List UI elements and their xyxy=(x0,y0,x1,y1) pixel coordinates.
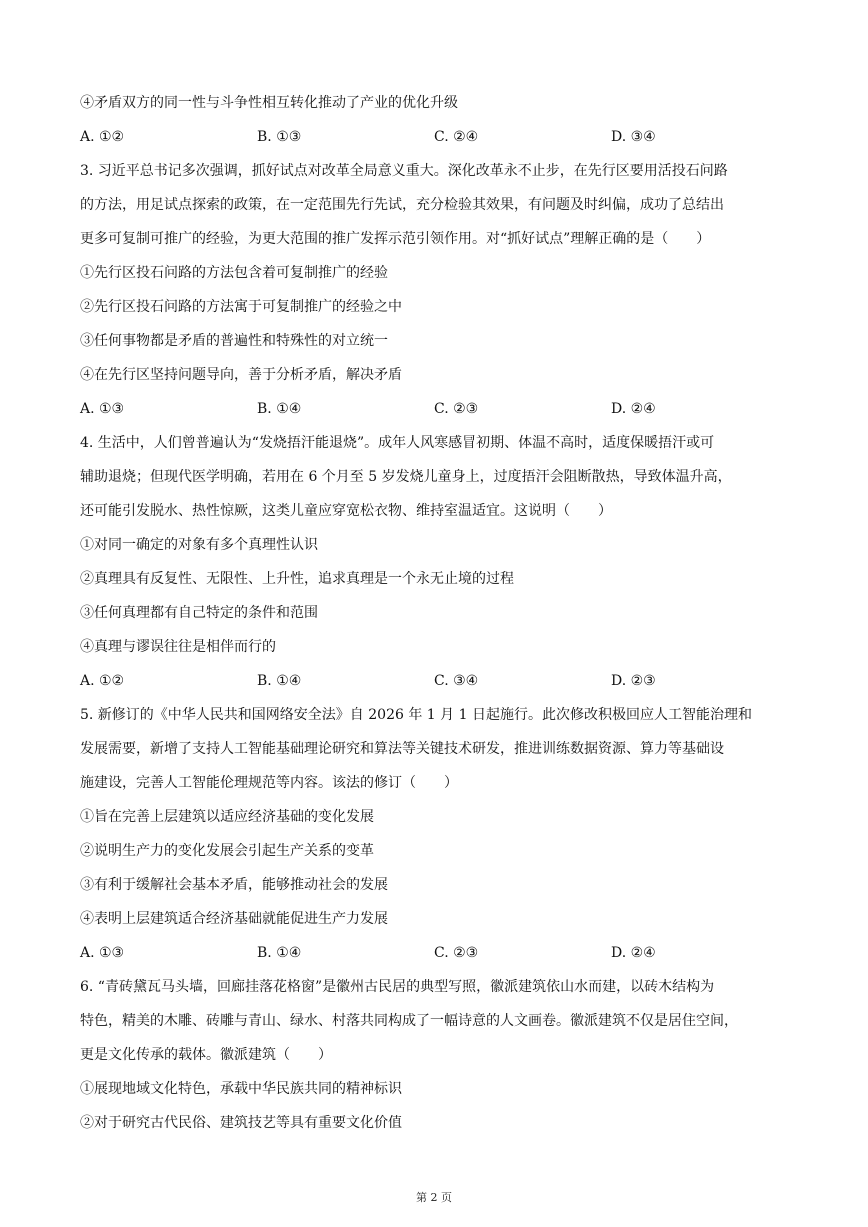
q6-stem-line: 更是文化传承的载体。徽派建筑（ ） xyxy=(80,1047,332,1063)
q3-stem-line: 更多可复制可推广的经验，为更大范围的推广发挥示范引领作用。对“抓好试点”理解正确的是（ ） xyxy=(80,231,711,247)
q4-option-4: ④真理与谬误往往是相伴而行的 xyxy=(80,639,276,655)
q3-choices xyxy=(80,398,790,420)
q2-choices xyxy=(80,126,790,148)
choice-b: B. ①④ xyxy=(257,945,302,961)
choice-b: B. ①③ xyxy=(257,129,302,145)
q4-choices xyxy=(80,670,790,692)
q3-option-4: ④在先行区坚持问题导向，善于分析矛盾，解决矛盾 xyxy=(80,367,402,383)
choice-a: A. ①② xyxy=(80,129,125,145)
q5-stem-line: 发展需要，新增了支持人工智能基础理论研究和算法等关键技术研发，推进训练数据资源、算力等基础设 xyxy=(80,741,724,757)
q2-option-4: ④矛盾双方的同一性与斗争性相互转化推动了产业的优化升级 xyxy=(80,95,458,111)
q3-option-3: ③任何事物都是矛盾的普遍性和特殊性的对立统一 xyxy=(80,333,388,349)
q6-stem-line: 6. “青砖黛瓦马头墙，回廊挂落花格窗”是徽州古民居的典型写照，徽派建筑依山水而建，以砖木结构为 xyxy=(80,979,715,995)
q4-option-1: ①对同一确定的对象有多个真理性认识 xyxy=(80,537,318,553)
q4-option-3: ③任何真理都有自己特定的条件和范围 xyxy=(80,605,318,621)
choice-c: C. ②③ xyxy=(434,945,479,961)
choice-d: D. ②④ xyxy=(611,945,656,961)
q4-stem-line: 还可能引发脱水、热性惊厥，这类儿童应穿宽松衣物、维持室温适宜。这说明（ ） xyxy=(80,503,612,519)
choice-c: C. ②③ xyxy=(434,401,479,417)
choice-b: B. ①④ xyxy=(257,401,302,417)
choice-d: D. ②④ xyxy=(611,401,656,417)
choice-c: C. ②④ xyxy=(434,129,479,145)
q5-stem-line: 5. 新修订的《中华人民共和国网络安全法》自 2026 年 1 月 1 日起施行。此次修改积极回应人工智能治理和 xyxy=(80,707,752,723)
choice-a: A. ①③ xyxy=(80,945,125,961)
page-number: 第 2 页 xyxy=(416,1191,452,1204)
choice-b: B. ①④ xyxy=(257,673,302,689)
choice-a: A. ①③ xyxy=(80,401,125,417)
q3-option-2: ②先行区投石问路的方法寓于可复制推广的经验之中 xyxy=(80,299,402,315)
q4-stem-line: 4. 生活中，人们曾普遍认为“发烧捂汗能退烧”。成年人风寒感冒初期、体温不高时，适度保暖捂汗或可 xyxy=(80,435,715,451)
choice-c: C. ③④ xyxy=(434,673,479,689)
q5-option-1: ①旨在完善上层建筑以适应经济基础的变化发展 xyxy=(80,809,374,825)
q6-option-1: ①展现地域文化特色，承载中华民族共同的精神标识 xyxy=(80,1081,402,1097)
q3-option-1: ①先行区投石问路的方法包含着可复制推广的经验 xyxy=(80,265,388,281)
q5-option-4: ④表明上层建筑适合经济基础就能促进生产力发展 xyxy=(80,911,388,927)
q3-stem-line: 3. 习近平总书记多次强调，抓好试点对改革全局意义重大。深化改革永不止步，在先行区要用活投石问路 xyxy=(80,163,728,179)
q6-stem-line: 特色，精美的木雕、砖雕与青山、绿水、村落共同构成了一幅诗意的人文画卷。徽派建筑不仅是居住空间， xyxy=(80,1013,738,1029)
choice-d: D. ②③ xyxy=(611,673,656,689)
choice-a: A. ①② xyxy=(80,673,125,689)
q5-option-2: ②说明生产力的变化发展会引起生产关系的变革 xyxy=(80,843,374,859)
choice-d: D. ③④ xyxy=(611,129,656,145)
q6-option-2: ②对于研究古代民俗、建筑技艺等具有重要文化价值 xyxy=(80,1115,402,1131)
q5-choices xyxy=(80,942,790,964)
q3-stem-line: 的方法，用足试点探索的政策，在一定范围先行先试，充分检验其效果，有问题及时纠偏，成功了总结出 xyxy=(80,197,724,213)
q4-stem-line: 辅助退烧；但现代医学明确，若用在 6 个月至 5 岁发烧儿童身上，过度捂汗会阻断散热，导致体温升高， xyxy=(80,469,732,485)
q5-option-3: ③有利于缓解社会基本矛盾，能够推动社会的发展 xyxy=(80,877,388,893)
q4-option-2: ②真理具有反复性、无限性、上升性，追求真理是一个永无止境的过程 xyxy=(80,571,514,587)
q5-stem-line: 施建设，完善人工智能伦理规范等内容。该法的修订（ ） xyxy=(80,775,458,791)
